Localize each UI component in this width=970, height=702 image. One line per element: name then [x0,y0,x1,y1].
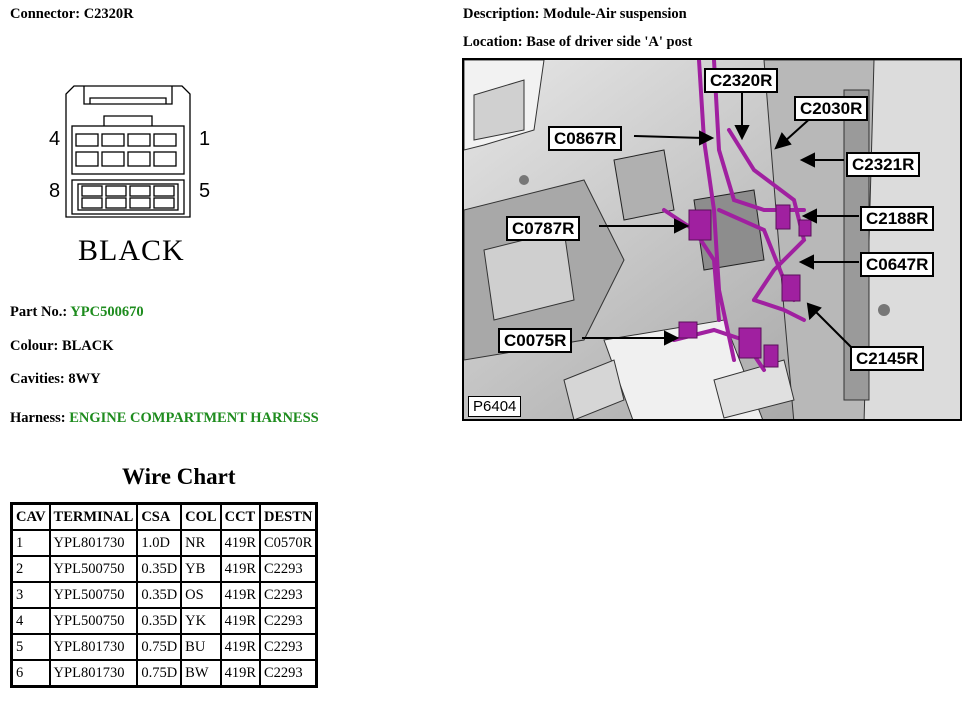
callout-c0647r: C0647R [860,252,934,277]
pin-number-5: 5 [199,180,211,202]
cell-csa: 0.35D [137,582,181,608]
cell-col: BW [181,660,220,686]
col-header-col: COL [181,504,220,530]
cell-cct: 419R [221,582,260,608]
connector-outline-drawing [64,84,192,220]
cell-csa: 0.35D [137,608,181,634]
table-row [12,530,316,556]
cell-terminal: YPL801730 [50,660,138,686]
cell-terminal: YPL500750 [50,582,138,608]
cavities-value: 8WY [68,371,101,387]
cell-col: BU [181,634,220,660]
connector-id: C2320R [83,6,134,22]
callout-c2030r: C2030R [794,96,868,121]
cell-csa: 0.75D [137,634,181,660]
cell-cct: 419R [221,660,260,686]
harness-line [10,410,319,427]
cell-cct: 419R [221,556,260,582]
harness-link[interactable]: ENGINE COMPARTMENT HARNESS [69,410,319,426]
location-line [463,34,692,51]
plate-id-label: P6404 [468,396,521,417]
cell-cav: 5 [12,634,50,660]
description-label: Description: [463,6,540,22]
pin-number-8: 8 [49,180,61,202]
cell-cav: 1 [12,530,50,556]
wire-chart-header-row [12,504,316,530]
cell-col: OS [181,582,220,608]
col-header-cct: CCT [221,504,260,530]
pin-number-4: 4 [49,128,61,150]
table-row [12,634,316,660]
pin-number-1: 1 [199,128,211,150]
callout-c0867r: C0867R [548,126,622,151]
connector-label: Connector: [10,6,81,22]
cell-cav: 4 [12,608,50,634]
description-value: Module-Air suspension [543,6,687,22]
table-row [12,556,316,582]
cell-col: NR [181,530,220,556]
cell-csa: 0.75D [137,660,181,686]
colour-label: Colour: [10,338,59,354]
cell-destn: C2293 [260,608,316,634]
cell-cct: 419R [221,608,260,634]
cell-terminal: YPL500750 [50,608,138,634]
cell-cav: 2 [12,556,50,582]
cavities-label: Cavities: [10,371,65,387]
col-header-csa: CSA [137,504,181,530]
harness-label: Harness: [10,410,66,426]
cell-terminal: YPL801730 [50,530,138,556]
location-value: Base of driver side 'A' post [526,34,693,50]
part-number-line [10,304,144,321]
colour-line [10,338,114,355]
colour-value: BLACK [61,338,114,354]
part-number-label: Part No.: [10,304,68,320]
wire-chart-title: Wire Chart [122,464,236,489]
cell-destn: C2293 [260,556,316,582]
description-line [463,6,687,23]
connector-color-label: BLACK [78,234,185,267]
callout-c0075r: C0075R [498,328,572,353]
cell-csa: 0.35D [137,556,181,582]
cell-csa: 1.0D [137,530,181,556]
cell-destn: C2293 [260,582,316,608]
col-header-destn: DESTN [260,504,316,530]
wire-chart-table [10,502,318,688]
callout-c0787r: C0787R [506,216,580,241]
table-row [12,608,316,634]
callout-c2321r: C2321R [846,152,920,177]
cell-cav: 6 [12,660,50,686]
callout-c2320r: C2320R [704,68,778,93]
cell-cav: 3 [12,582,50,608]
connector-location-image [462,58,962,421]
cell-destn: C0570R [260,530,316,556]
cell-terminal: YPL500750 [50,556,138,582]
table-row [12,582,316,608]
callout-c2188r: C2188R [860,206,934,231]
cell-cct: 419R [221,530,260,556]
part-number-link[interactable]: YPC500670 [70,304,144,320]
connector-line [10,6,134,23]
cell-col: YK [181,608,220,634]
cell-destn: C2293 [260,660,316,686]
callout-c2145r: C2145R [850,346,924,371]
cell-destn: C2293 [260,634,316,660]
table-row [12,660,316,686]
col-header-terminal: TERMINAL [50,504,138,530]
cell-terminal: YPL801730 [50,634,138,660]
col-header-cav: CAV [12,504,50,530]
location-label: Location: [463,34,523,50]
cell-col: YB [181,556,220,582]
cell-cct: 419R [221,634,260,660]
cavities-line [10,371,101,388]
